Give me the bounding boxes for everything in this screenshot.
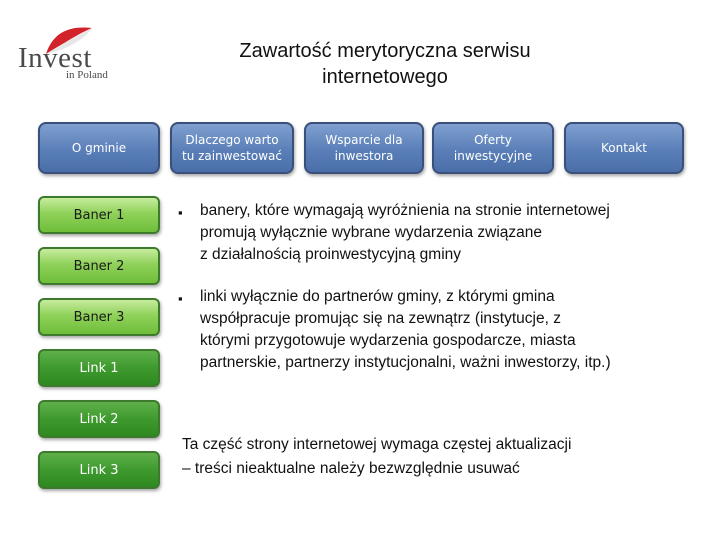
nav-button-label: Dlaczego warto tu zainwestować: [182, 133, 282, 163]
square-bullet-icon: ▪: [178, 205, 183, 220]
nav-button-label: O gminie: [71, 141, 127, 155]
logo-subtext: in Poland: [66, 69, 108, 81]
sidebar-item-baner-3[interactable]: [38, 298, 160, 336]
sidebar-item-label: Link 1: [79, 360, 119, 376]
sidebar-item-link-3[interactable]: [38, 451, 160, 489]
sidebar-item-baner-1[interactable]: [38, 196, 160, 234]
page-title-line-1: Zawartość merytoryczna serwisu: [239, 40, 531, 62]
sidebar-item-label: Baner 3: [73, 309, 125, 325]
page-title: [180, 38, 590, 90]
square-bullet-icon: ▪: [178, 291, 183, 306]
nav-button-o-gminie[interactable]: [38, 122, 160, 174]
bullet-item-banners: ▪ banery, które wymagają wyróżnienia na stronie internetowej promują wyłącznie wybrane wydarzenia związane z działalnością proinwestycyjną gminy: [178, 202, 610, 263]
sidebar-item-link-1[interactable]: [38, 349, 160, 387]
sidebar-item-label: Baner 1: [73, 207, 125, 223]
nav-button-oferty[interactable]: [432, 122, 554, 174]
page-title-line-2: internetowego: [322, 66, 448, 88]
sidebar-item-label: Baner 2: [73, 258, 125, 274]
nav-button-dlaczego-warto[interactable]: [170, 122, 294, 174]
nav-button-label: Wsparcie dla inwestora: [325, 133, 403, 163]
logo-text: Invest: [18, 42, 92, 74]
sidebar-item-label: Link 2: [79, 411, 119, 427]
update-note: Ta część strony internetowej wymaga częstej aktualizacji – treści nieaktualne należy bezwzględnie usuwać: [182, 436, 572, 477]
nav-button-label: Oferty inwestycyjne: [453, 133, 533, 163]
sidebar-item-label: Link 3: [79, 462, 119, 478]
nav-button-label: Kontakt: [601, 141, 647, 155]
bullet-item-links: ▪ linki wyłącznie do partnerów gminy, z którymi gmina współpracuje promując się na zewnątrz (instytucje, z którymi przygotowuje wydarzenia gospodarcze, miasta partnerskie, partnerzy instytucjonalni, ważni inwestorzy, itp.): [178, 288, 611, 371]
nav-button-wsparcie[interactable]: [304, 122, 424, 174]
nav-button-kontakt[interactable]: [564, 122, 684, 174]
content-bullet-list: [176, 200, 696, 394]
sidebar-item-baner-2[interactable]: [38, 247, 160, 285]
sidebar-item-link-2[interactable]: [38, 400, 160, 438]
